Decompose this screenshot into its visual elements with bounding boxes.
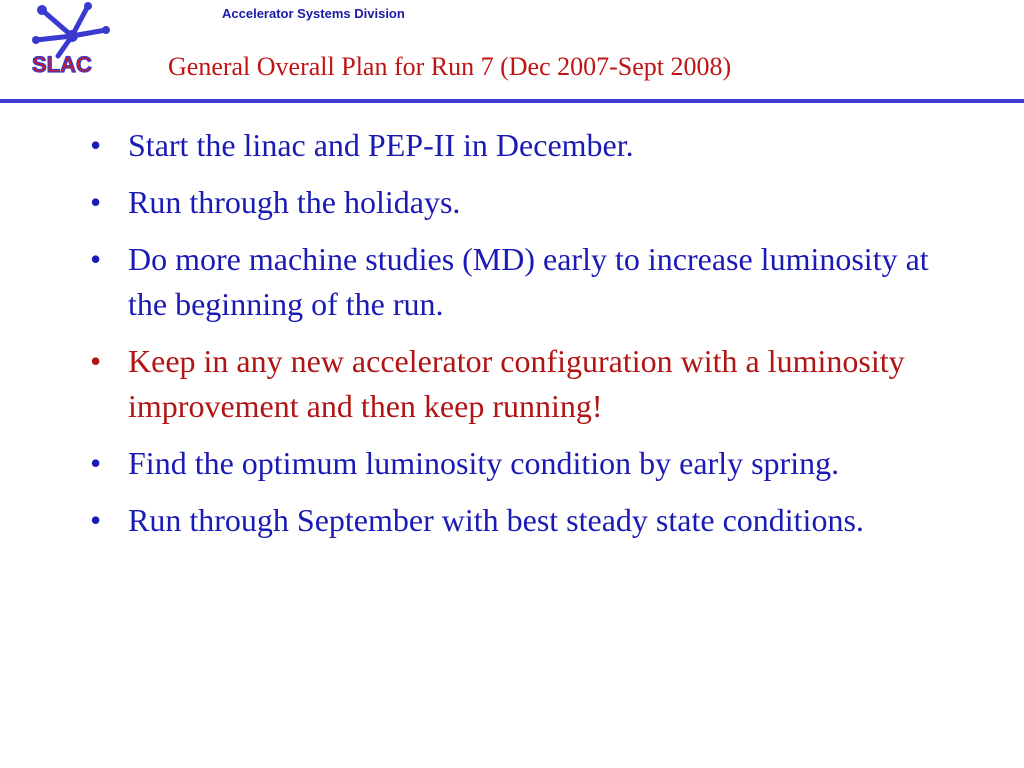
bullet-text: Keep in any new accelerator configuration with a luminosity improvement and then keep running! [128,343,905,424]
bullet-item [0,441,1024,486]
bullet-text: Run through September with best steady state conditions. [128,502,864,538]
bullet-dot-icon: • [90,445,102,481]
slide-title: General Overall Plan for Run 7 (Dec 2007-Sept 2008) [168,52,732,81]
bullet-dot-icon: • [90,343,102,379]
bullet-item [0,498,1024,543]
bullet-dot-icon: • [90,502,102,538]
bullet-text: Start the linac and PEP-II in December. [128,127,634,163]
bullet-text: Do more machine studies (MD) early to increase luminosity at the beginning of the run. [128,241,929,322]
bullet-text: Find the optimum luminosity condition by early spring. [128,445,840,481]
bullet-item-highlight [0,339,1024,429]
bullet-item [0,237,1024,327]
slac-logo [28,0,118,80]
bullet-text: Run through the holidays. [128,184,461,220]
division-label: Accelerator Systems Division [222,6,405,21]
bullet-dot-icon: • [90,127,102,163]
bullet-item [0,123,1024,168]
bullet-dot-icon: • [90,184,102,220]
bullet-list [0,123,1024,555]
svg-text:SLAC: SLAC [32,52,92,77]
bullet-item [0,180,1024,225]
header-divider [0,99,1024,103]
bullet-dot-icon: • [90,241,102,277]
